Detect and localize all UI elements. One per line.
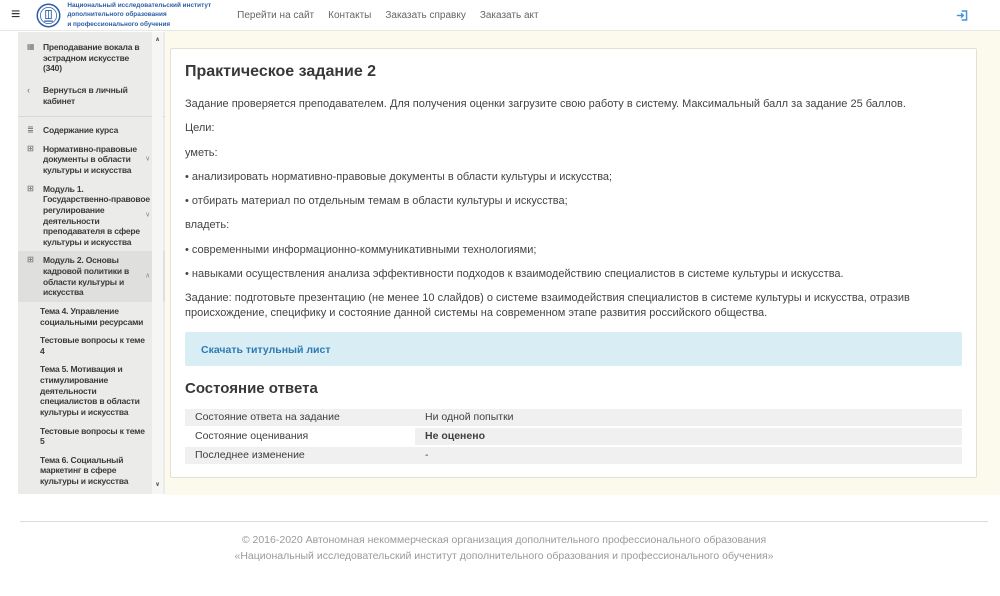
institute-emblem-icon <box>36 3 61 28</box>
status-table-row <box>185 447 962 464</box>
institute-name <box>67 1 211 29</box>
top-nav-link[interactable]: Заказать акт <box>479 9 539 21</box>
status-row-label: Состояние оценивания <box>185 428 415 445</box>
status-row-value: Ни одной попытки <box>415 409 962 426</box>
sidebar-item[interactable] <box>18 360 165 421</box>
sidebar-item-label: Тема 6. Социальный маркетинг в сфере культуры и искусства <box>40 454 129 486</box>
sidebar-scrollbar[interactable] <box>152 32 163 494</box>
top-nav <box>237 10 538 21</box>
plus-square-icon: ⊞ <box>27 143 34 153</box>
sidebar-item[interactable] <box>18 251 165 302</box>
top-header <box>0 0 1000 31</box>
scroll-down-icon[interactable]: ∨ <box>155 481 160 488</box>
list-icon: ≣ <box>27 125 34 135</box>
copyright-line-2: «Национальный исследовательский институт дополнительного образования и профессионального обучения» <box>234 549 774 562</box>
sidebar-item-label: Тема 5. Мотивация и стимулирование деятельности специалистов в области культуры и искусства <box>40 364 140 417</box>
download-infobox <box>185 332 962 366</box>
description-paragraph: Цели: <box>185 122 215 135</box>
sidebar-items <box>27 121 150 494</box>
sidebar-item[interactable] <box>18 180 165 252</box>
sidebar-item[interactable] <box>18 140 165 180</box>
download-title-page-link[interactable]: Скачать титульный лист <box>201 343 331 356</box>
status-table-row <box>185 428 962 445</box>
institute-name-line-3: и профессионального обучения <box>67 20 171 28</box>
sidebar-nav <box>18 32 165 494</box>
sidebar-item[interactable] <box>18 302 165 331</box>
scroll-up-icon[interactable]: ∧ <box>155 37 160 43</box>
course-title: Преподавание вокала в эстрадном искусстве (340) <box>43 42 140 74</box>
sidebar-item-label: Тестовые вопросы к теме 5 <box>40 425 145 447</box>
back-link-label: Вернуться в личный кабинет <box>43 84 128 106</box>
sidebar-item-label: Нормативно-правовые документы в области культуры и искусства <box>43 143 137 175</box>
description-paragraph: Задание: подготовьте презентацию (не менее 10 слайдов) о системе взаимодействия специалистов в системе культуры и искусства, отразив происхождение, специфику и состояние данной системы на современном этапе развития российского общества. <box>185 292 910 319</box>
description-paragraph: владеть: <box>185 219 230 232</box>
submission-status-table <box>185 407 962 466</box>
course-icon: ▦ <box>27 42 35 51</box>
page-footer <box>20 521 988 565</box>
description-paragraph: уметь: <box>185 146 218 159</box>
sidebar-item-label: Модуль 1. Государственно-правовое регулирование деятельности преподавателя в сфере культуры и искусства <box>43 183 150 247</box>
sidebar-item-label: Тестовые вопросы к теме 4 <box>40 335 145 356</box>
top-nav-link[interactable]: Заказать справку <box>385 9 466 21</box>
status-row-value: - <box>415 447 962 464</box>
chevron-up-icon: ∧ <box>145 272 150 280</box>
back-to-dashboard-link[interactable] <box>27 81 150 114</box>
sidebar-course-header[interactable] <box>27 40 150 81</box>
plus-square-icon: ⊞ <box>27 255 34 265</box>
hamburger-menu-icon[interactable]: ≡ <box>11 6 21 23</box>
chevron-down-icon: ∨ <box>145 155 150 163</box>
description-paragraph: • навыками осуществления анализа эффективности подходов к взаимодействию специалистов в системе культуры и искусства. <box>185 268 844 281</box>
status-row-value: Не оценено <box>415 428 962 445</box>
page-title: Практическое задание 2 <box>185 63 377 80</box>
assignment-card <box>170 48 977 478</box>
assignment-description <box>185 97 962 320</box>
status-row-label: Последнее изменение <box>185 447 415 464</box>
sidebar-item[interactable] <box>18 422 165 451</box>
chevron-left-icon: ‹ <box>27 84 30 95</box>
plus-square-icon: ⊞ <box>27 183 34 193</box>
sidebar-item[interactable] <box>18 451 165 491</box>
sidebar-item-label: Содержание курса <box>43 125 119 136</box>
logout-icon[interactable] <box>956 9 969 22</box>
course-sidebar <box>18 32 165 494</box>
sidebar-item-label: Тема 4. Управление социальными ресурсами <box>40 305 144 327</box>
institute-logo[interactable] <box>36 1 211 29</box>
sidebar-divider <box>18 116 165 117</box>
institute-name-line-1: Национальный исследовательский институт <box>67 2 212 10</box>
status-row-label: Состояние ответа на задание <box>185 409 415 426</box>
description-paragraph: Задание проверяется преподавателем. Для получения оценки загрузите свою работу в систему. Максимальный балл за задание 25 баллов. <box>185 98 906 110</box>
top-nav-link[interactable]: Перейти на сайт <box>237 9 315 21</box>
top-nav-link[interactable]: Контакты <box>328 9 372 21</box>
content-region <box>0 31 1000 496</box>
copyright-line-1: © 2016-2020 Автономная некоммерческая организация дополнительного профессионального образования <box>241 534 767 546</box>
sidebar-item[interactable] <box>18 121 165 140</box>
description-paragraph: • отбирать материал по отдельным темам в области культуры и искусства; <box>185 195 568 208</box>
institute-name-line-2: дополнительного образования <box>67 11 167 19</box>
sidebar-item-label: Модуль 2. Основы кадровой политики в области культуры и искусства <box>43 255 130 298</box>
description-paragraph: • анализировать нормативно-правовые документы в области культуры и искусства; <box>185 170 613 183</box>
submission-status-heading: Состояние ответа <box>185 379 318 397</box>
sidebar-item[interactable] <box>18 331 165 360</box>
description-paragraph: • современными информационно-коммуникативными технологиями; <box>185 243 537 256</box>
chevron-down-icon: ∨ <box>145 211 150 219</box>
sidebar-item[interactable] <box>18 491 165 494</box>
status-table-row <box>185 409 962 426</box>
